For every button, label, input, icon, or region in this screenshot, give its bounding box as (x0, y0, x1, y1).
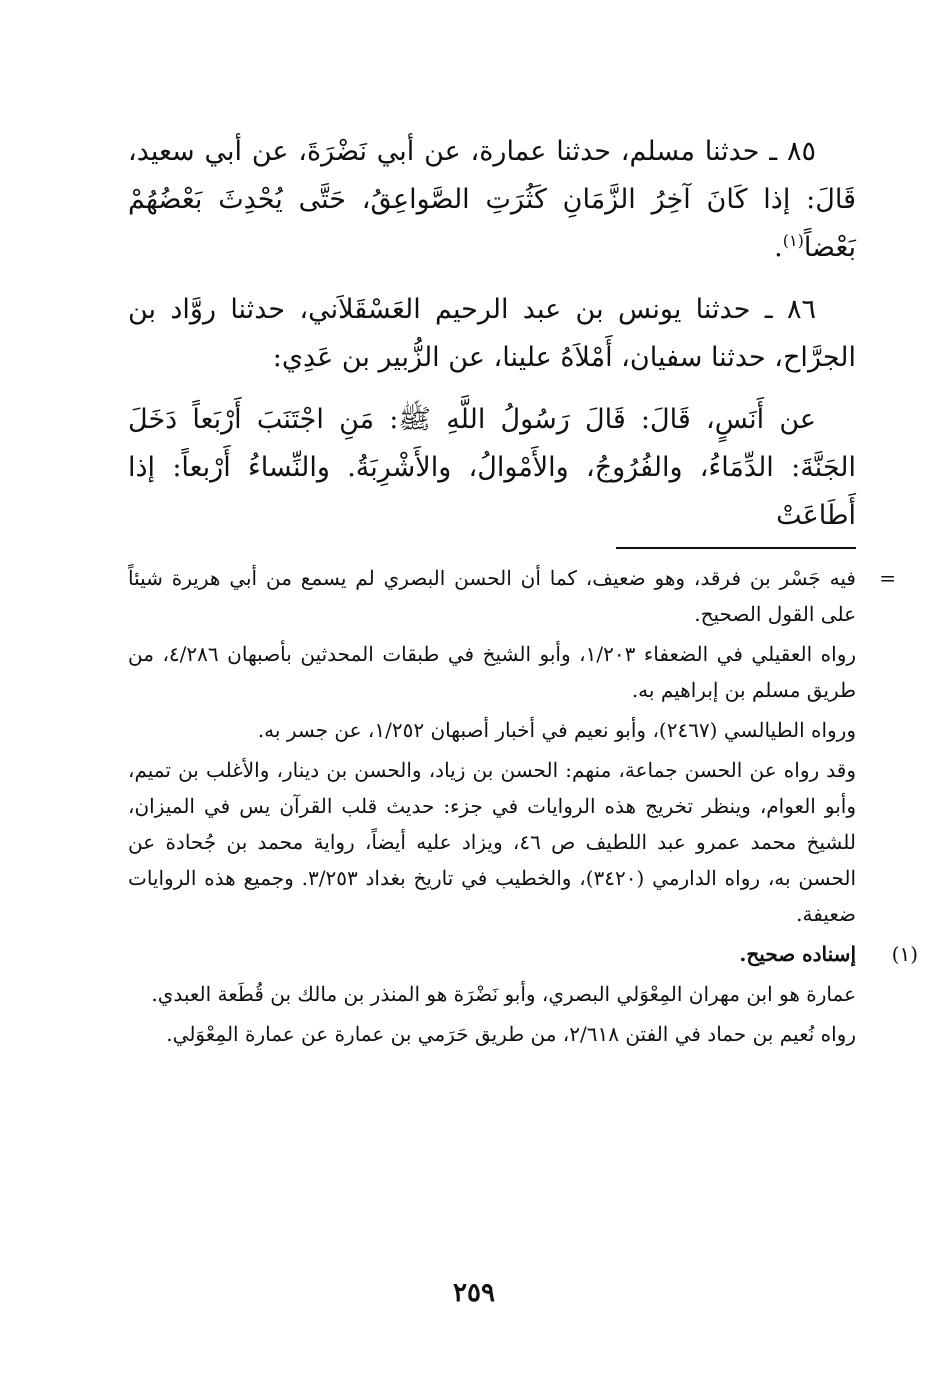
hadith-85-line-3: بَعْضُهُمْ بَعْضاً (128, 184, 856, 263)
footnote-paragraph: فيه جَسْر بن فرقد، وهو ضعيف، كما أن الحسن البصري لم يسمع من أبي هريرة شيئاً على القول الصحيح. (128, 566, 856, 626)
footnote-continued (128, 560, 896, 632)
hadith-85 (128, 128, 856, 272)
footnote-paragraph: رواه العقيلي في الضعفاء ١/٢٠٣، وأبو الشيخ في طبقات المحدثين بأصبهان ٤/٢٨٦، من طريق مسلم بن إبراهيم به. (128, 642, 857, 702)
footnote-paragraph: وقد رواه عن الحسن جماعة، منهم: الحسن بن زياد، والحسن بن دينار، والأغلب بن تميم، وأبو العوام، وينظر تخريج هذه الروايات في جزء: حديث قلب القرآن يس في الميزان، للشيخ محمد عمرو عبد اللطيف ص ٤٦، ويزاد عليه أيضاً، رواية محمد بن جُحادة عن الحسن به، رواه الدارمي (٣٤٢٠)، والخطيب في تاريخ بغداد ٣/٢٥٣. وجميع هذه الروايات ضعيفة. (128, 758, 857, 926)
matn-line-2: الدِّمَاءُ، والفُرُوجُ، والأَمْوالُ، والأَشْرِبَةُ. والنِّساءُ أَرْبعاً: إذا أَطَاعَتْ (128, 452, 856, 531)
footnotes (128, 560, 918, 1056)
footnote-paragraph: ورواه الطيالسي (٢٤٦٧)، وأبو نعيم في أخبار أصبهان ١/٢٥٢، عن جسر به. (257, 718, 856, 742)
hadith-86-matn (128, 396, 856, 540)
footnote-paragraph: عمارة هو ابن مهران المِعْوَلي البصري، وأبو نَضْرَة هو المنذر بن مالك بن قُطَعة العبدي. (151, 982, 856, 1006)
footnote-ref-1: (١) (782, 231, 804, 250)
hadith-86 (128, 286, 856, 382)
continuation-mark: = (879, 566, 896, 590)
footnote-separator (616, 547, 856, 549)
hadith-85-line-1: ٨٥ ـ حدثنا مسلم، حدثنا عمارة، عن أبي نَضْرَةَ، عن (251, 136, 816, 167)
footnote-paragraph: رواه نُعيم بن حماد في الفتن ٢/٦١٨، من طريق حَرَمي بن عمارة عن عمارة المِعْوَلي. (166, 1022, 856, 1046)
hadith-86-line-1: ٨٦ ـ حدثنا يونس بن عبد الرحيم العَسْقَلاَني، حدثنا روَّاد بن (128, 294, 816, 325)
hadith-86-line-2: الجرَّاح، حدثنا سفيان، أَمْلاَهُ علينا، عن الزُّبير بن عَدِي: (272, 342, 856, 373)
main-text (128, 128, 856, 554)
footnote-1 (128, 936, 918, 972)
matn-line-1: عن أَنَسٍ، قَالَ: قَالَ رَسُولُ اللَّهِ ﷺ: مَنِ اجْتَنَبَ أَرْبَعاً دَخَلَ الجَنَّةَ: (128, 404, 856, 483)
footnote-heading: إسناده صحيح. (739, 942, 856, 966)
page-number: ٢٥٩ (453, 1278, 495, 1308)
hadith-85-line-2: أبي سعيد، قَالَ: إذا كَانَ آخِرُ الزَّمَانِ كَثُرَتِ الصَّواعِقُ، حَتَّى يُحْدِثَ (128, 136, 856, 215)
hadith-85-end: . (774, 232, 783, 263)
footnote-number: (١) (891, 942, 918, 966)
